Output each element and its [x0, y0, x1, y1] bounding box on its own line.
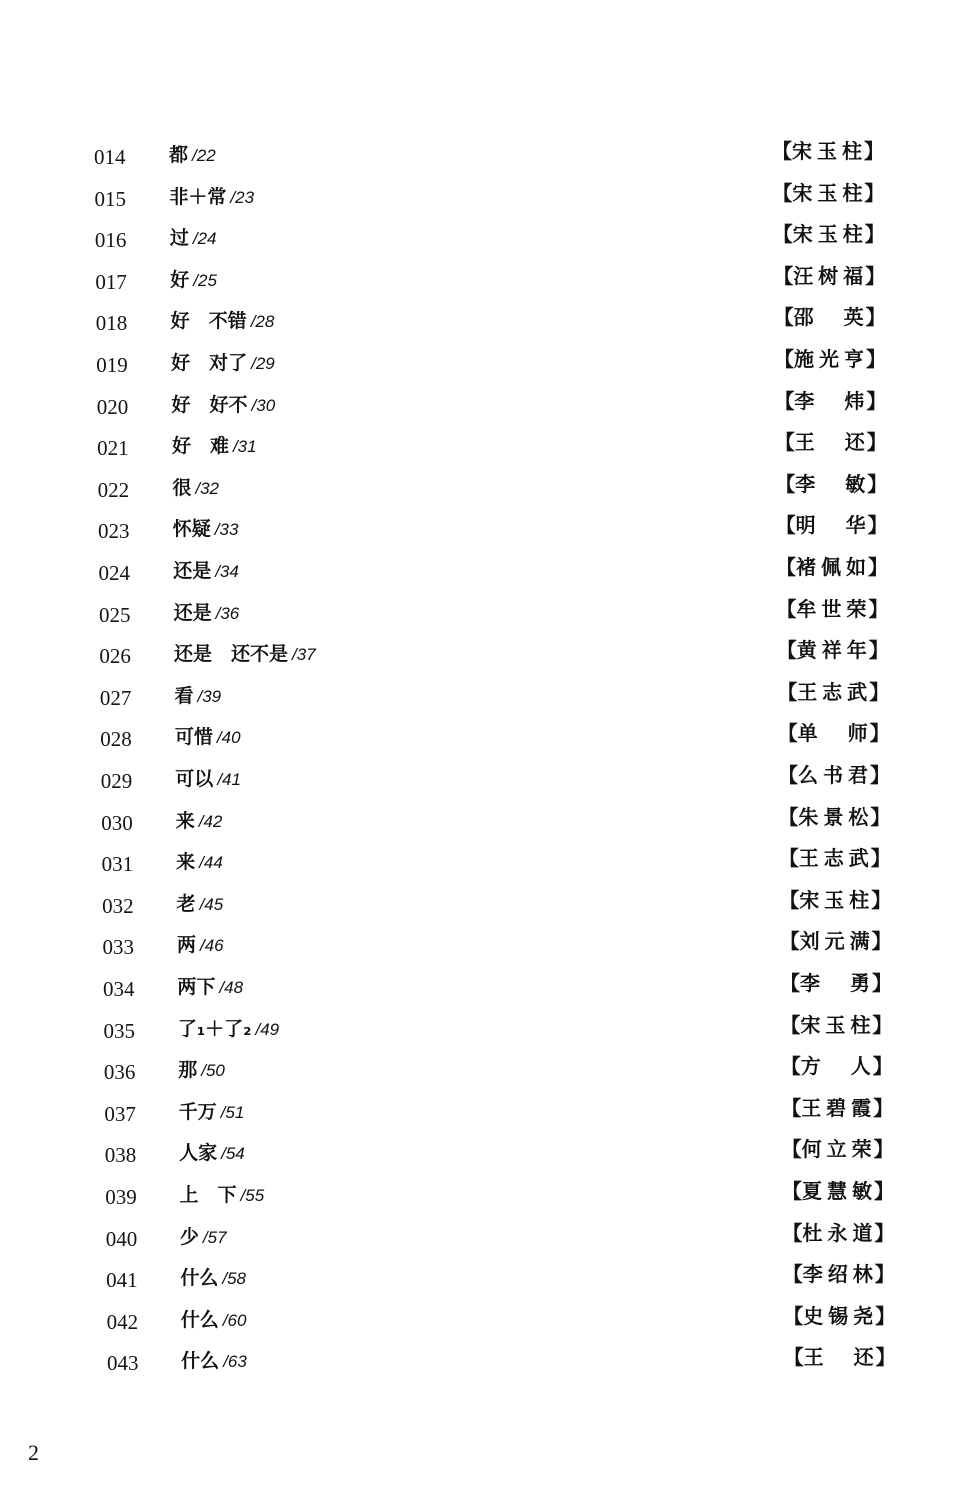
entry-title — [175, 722, 241, 753]
bracket-close: 】 — [868, 596, 889, 621]
author-name: 何立荣 — [801, 1137, 874, 1162]
entry-author — [782, 1218, 894, 1248]
toc-entry — [0, 513, 960, 556]
bracket-open: 【 — [775, 513, 796, 538]
bracket-open: 【 — [777, 721, 798, 746]
bracket-open: 【 — [774, 347, 794, 371]
author-name: 汪树福 — [793, 263, 866, 288]
entry-title — [174, 598, 240, 629]
entry-author — [776, 510, 888, 540]
entry-author — [780, 968, 892, 998]
entry-number: 016 — [94, 228, 127, 253]
entry-page-ref: /29 — [251, 354, 275, 373]
entry-number: 019 — [96, 353, 128, 377]
bracket-close: 】 — [875, 1345, 896, 1370]
entry-title-text: 好 好不 — [171, 393, 248, 416]
entry-number: 029 — [100, 769, 133, 793]
entry-title-text: 两下 — [177, 976, 216, 998]
entry-page-ref: /58 — [222, 1269, 246, 1289]
entry-page-ref: /28 — [250, 312, 275, 332]
toc-entry — [0, 679, 960, 723]
toc-entry — [0, 1303, 960, 1347]
entry-title — [177, 972, 243, 1003]
author-name: 黄祥年 — [796, 638, 869, 663]
entry-number: 036 — [103, 1060, 136, 1085]
author-name: 施光亨 — [794, 347, 866, 371]
entry-number: 033 — [102, 935, 135, 960]
entry-page-ref: /22 — [192, 146, 216, 165]
entry-number: 014 — [94, 145, 126, 169]
toc-entry — [0, 887, 960, 931]
entry-page-ref: /30 — [251, 395, 276, 415]
author-name: 夏慧敏 — [802, 1179, 874, 1203]
entry-author — [774, 344, 886, 374]
bracket-close: 】 — [874, 1262, 895, 1287]
entry-page-ref: /50 — [201, 1061, 225, 1081]
entry-title-text: 还是 还不是 — [174, 643, 289, 666]
toc-entry — [0, 721, 960, 764]
bracket-open: 【 — [779, 887, 800, 912]
toc-entry — [0, 1345, 960, 1388]
bracket-open: 【 — [776, 555, 796, 579]
entry-number: 037 — [104, 1101, 136, 1126]
bracket-close: 】 — [874, 1179, 894, 1203]
bracket-close: 】 — [873, 1095, 894, 1120]
entry-title-text: 还是 — [173, 601, 212, 624]
toc-entry — [0, 638, 960, 681]
author-name: 方 人 — [800, 1054, 873, 1079]
entry-title — [171, 306, 275, 337]
bracket-open: 【 — [782, 1262, 803, 1287]
toc-entry — [0, 763, 960, 806]
author-name: 宋玉柱 — [800, 1012, 873, 1037]
entry-author — [780, 1010, 892, 1040]
entry-number: 043 — [107, 1351, 139, 1376]
entry-title-text: 都 — [169, 144, 189, 166]
author-name: 李 炜 — [794, 388, 867, 413]
entry-page-ref: /31 — [232, 437, 257, 457]
toc-entry — [0, 139, 960, 182]
entry-author — [774, 302, 886, 332]
author-name: 王 还 — [794, 430, 867, 455]
author-name: 杜永道 — [802, 1220, 875, 1245]
bracket-open: 【 — [783, 1303, 804, 1328]
entry-title — [175, 764, 241, 795]
bracket-open: 【 — [778, 763, 798, 787]
toc-entry — [0, 263, 960, 307]
bracket-open: 【 — [780, 1012, 801, 1037]
author-name: 王 还 — [803, 1345, 876, 1370]
entry-author — [780, 926, 892, 956]
entry-page-ref: /57 — [202, 1227, 227, 1247]
entry-number: 022 — [97, 477, 130, 502]
author-name: 朱景松 — [798, 804, 871, 829]
toc-entry — [0, 430, 960, 473]
entry-title — [172, 473, 219, 504]
entry-author — [774, 386, 886, 416]
entry-title — [174, 681, 221, 712]
entry-title-text: 可惜 — [174, 726, 213, 749]
entry-author — [776, 594, 888, 624]
bracket-open: 【 — [781, 1137, 802, 1162]
entry-author — [776, 552, 888, 582]
bracket-open: 【 — [777, 679, 798, 704]
bracket-close: 】 — [870, 846, 891, 871]
author-name: 宋玉柱 — [799, 887, 872, 912]
author-name: 宋玉柱 — [792, 222, 865, 247]
bracket-close: 】 — [873, 1137, 894, 1162]
entry-title-text: 很 — [172, 476, 192, 499]
entry-number: 038 — [104, 1143, 137, 1168]
author-name: 王志武 — [798, 846, 871, 871]
entry-number: 015 — [94, 186, 126, 211]
toc-entry — [0, 1054, 960, 1097]
entry-author — [782, 1176, 894, 1206]
toc-entry — [0, 1262, 960, 1305]
entry-page-ref: /51 — [220, 1102, 245, 1122]
entry-title — [179, 1097, 245, 1128]
entry-author — [783, 1301, 895, 1331]
entry-page-ref: /32 — [195, 478, 220, 498]
bracket-open: 【 — [782, 1179, 802, 1203]
bracket-close: 】 — [872, 1054, 893, 1079]
entry-title-text: 可以 — [175, 768, 214, 790]
entry-title — [180, 1263, 246, 1294]
author-name: 李 敏 — [795, 471, 868, 496]
bracket-open: 【 — [772, 180, 793, 205]
bracket-open: 【 — [781, 1095, 802, 1120]
entry-title-text: 什么 — [181, 1350, 220, 1373]
toc-entry — [0, 1095, 960, 1139]
entry-page-ref: /48 — [219, 978, 244, 997]
entry-page-ref: /54 — [221, 1144, 245, 1164]
bracket-close: 】 — [871, 887, 892, 912]
bracket-close: 】 — [867, 513, 888, 538]
entry-title-text: 人家 — [179, 1142, 218, 1165]
entry-author — [777, 635, 889, 665]
entry-title — [180, 1180, 265, 1211]
entry-number: 027 — [99, 685, 132, 710]
bracket-close: 】 — [875, 1303, 896, 1328]
bracket-close: 】 — [866, 388, 887, 413]
bracket-close: 】 — [865, 305, 886, 330]
entry-page-ref: /40 — [216, 728, 241, 748]
bracket-close: 】 — [866, 347, 886, 371]
entry-author — [782, 1134, 894, 1164]
author-name: 褚佩如 — [796, 555, 868, 579]
toc-entry — [0, 305, 960, 348]
author-name: 宋玉柱 — [792, 180, 865, 205]
entry-page-ref: /41 — [217, 770, 241, 789]
entry-title — [178, 1014, 279, 1045]
entry-number: 018 — [95, 311, 128, 336]
entry-author — [779, 885, 891, 915]
author-name: 李绍林 — [802, 1262, 875, 1287]
entry-title — [176, 847, 223, 878]
entry-title — [181, 1346, 247, 1377]
entry-title — [181, 1305, 247, 1336]
entry-number: 030 — [101, 810, 133, 835]
entry-author — [772, 136, 884, 166]
entry-number: 031 — [101, 852, 134, 877]
entry-title-text: 来 — [175, 809, 195, 832]
author-name: 么书君 — [798, 763, 870, 787]
bracket-close: 】 — [867, 471, 888, 496]
bracket-open: 【 — [772, 139, 792, 163]
entry-number: 041 — [106, 1268, 138, 1293]
entry-number: 039 — [105, 1185, 137, 1209]
entry-author — [778, 760, 890, 790]
entry-title — [176, 806, 223, 837]
bracket-open: 【 — [778, 846, 799, 871]
bracket-open: 【 — [773, 305, 794, 330]
entry-title-text: 非＋常 — [169, 185, 227, 208]
bracket-open: 【 — [776, 638, 797, 663]
entry-title-text: 过 — [169, 227, 189, 250]
entry-title — [177, 889, 224, 920]
entry-title — [171, 348, 275, 379]
author-name: 明 华 — [795, 513, 868, 538]
bracket-close: 】 — [872, 971, 892, 995]
entry-title-text: 了₁＋了₂ — [177, 1017, 252, 1040]
entry-author — [773, 219, 885, 249]
entry-author — [784, 1342, 896, 1372]
toc-entry — [0, 388, 960, 432]
bracket-open: 【 — [772, 222, 793, 247]
entry-title — [169, 182, 254, 213]
author-name: 刘元满 — [799, 929, 872, 954]
bracket-close: 】 — [869, 679, 890, 704]
entry-title — [173, 556, 239, 587]
bracket-close: 】 — [870, 804, 891, 829]
entry-page-ref: /23 — [230, 187, 255, 207]
bracket-close: 】 — [868, 638, 889, 663]
entry-number: 025 — [98, 602, 131, 627]
bracket-open: 【 — [775, 471, 796, 496]
entry-page-ref: /25 — [193, 270, 217, 290]
page-number: 2 — [28, 1440, 39, 1465]
entry-title — [173, 514, 239, 545]
bracket-close: 】 — [869, 721, 890, 746]
entry-title — [174, 639, 316, 670]
toc-entry — [0, 1179, 960, 1222]
bracket-close: 】 — [865, 263, 886, 288]
bracket-open: 【 — [779, 929, 800, 954]
toc-entry — [0, 846, 960, 889]
entry-author — [775, 427, 887, 457]
entry-author — [778, 802, 890, 832]
entry-title-text: 千万 — [178, 1100, 217, 1123]
entry-title-text: 好 难 — [171, 435, 229, 458]
entry-title — [179, 1138, 245, 1169]
entry-author — [775, 469, 887, 499]
bracket-open: 【 — [773, 263, 794, 288]
toc-entry — [0, 347, 960, 390]
entry-author — [783, 1259, 895, 1289]
entry-number: 040 — [105, 1226, 138, 1251]
author-name: 牟世荣 — [796, 596, 869, 621]
entry-page-ref: /42 — [198, 811, 223, 831]
entry-number: 028 — [100, 727, 132, 752]
entry-title-text: 好 — [170, 268, 190, 291]
toc-entry — [0, 804, 960, 848]
entry-page-ref: /33 — [214, 520, 239, 540]
entry-page-ref: /55 — [240, 1186, 265, 1205]
bracket-close: 】 — [864, 180, 885, 205]
entry-title — [172, 390, 276, 421]
bracket-close: 】 — [874, 1220, 895, 1245]
bracket-open: 【 — [774, 430, 795, 455]
entry-title — [177, 930, 224, 961]
author-name: 邵 英 — [793, 305, 866, 330]
entry-title-text: 怀疑 — [172, 518, 211, 541]
bracket-open: 【 — [778, 804, 799, 829]
author-name: 王志武 — [797, 679, 870, 704]
entry-number: 042 — [106, 1309, 139, 1334]
bracket-close: 】 — [870, 763, 890, 787]
author-name: 史锡尧 — [803, 1303, 876, 1328]
toc-entry — [0, 1012, 960, 1056]
toc-entry — [0, 1137, 960, 1180]
toc-entry — [0, 971, 960, 1014]
entry-page-ref: /63 — [223, 1352, 247, 1372]
entry-title — [178, 1055, 225, 1086]
toc-entry — [0, 222, 960, 265]
entry-page-ref: /60 — [222, 1310, 247, 1330]
entry-author — [781, 1051, 893, 1081]
author-name: 李 勇 — [800, 971, 872, 995]
entry-number: 035 — [103, 1018, 135, 1043]
entry-title-text: 来 — [176, 851, 196, 874]
entry-title-text: 老 — [176, 892, 196, 915]
entry-title-text: 两 — [176, 934, 196, 957]
entry-author — [777, 677, 889, 707]
entry-number: 017 — [95, 269, 127, 294]
entry-page-ref: /39 — [197, 686, 222, 706]
toc-entry — [0, 929, 960, 972]
bracket-close: 】 — [864, 139, 884, 163]
author-name: 王碧霞 — [801, 1095, 874, 1120]
toc-entry — [0, 180, 960, 224]
entry-title-text: 什么 — [180, 1308, 219, 1331]
entry-author — [781, 1093, 893, 1123]
bracket-open: 【 — [783, 1345, 804, 1370]
entry-title-text: 好 不错 — [170, 310, 247, 333]
entry-title-text: 好 对了 — [171, 352, 248, 374]
entry-page-ref: /37 — [292, 645, 316, 665]
entry-number: 024 — [98, 561, 130, 585]
entry-author — [772, 178, 884, 208]
bracket-close: 】 — [864, 222, 885, 247]
entry-page-ref: /45 — [199, 894, 224, 914]
entry-number: 023 — [98, 519, 130, 544]
entry-title-text: 那 — [178, 1059, 198, 1082]
entry-title — [172, 431, 257, 462]
entry-page-ref: /34 — [215, 562, 239, 581]
entry-title — [169, 140, 216, 171]
bracket-open: 【 — [780, 1054, 801, 1079]
toc-entry — [0, 596, 960, 640]
entry-number: 020 — [96, 394, 129, 419]
entry-title — [180, 1222, 227, 1253]
entry-number: 026 — [99, 644, 131, 669]
toc-entry — [0, 1220, 960, 1264]
author-name: 宋玉柱 — [792, 139, 864, 163]
author-name: 单 师 — [797, 721, 870, 746]
entry-title — [170, 223, 217, 254]
bracket-open: 【 — [782, 1220, 803, 1245]
entry-page-ref: /44 — [199, 853, 223, 873]
entry-number: 021 — [97, 436, 129, 461]
entry-title-text: 上 下 — [179, 1184, 237, 1206]
entry-number: 034 — [103, 977, 135, 1001]
entry-author — [778, 718, 890, 748]
entry-page-ref: /24 — [192, 229, 217, 249]
bracket-open: 【 — [780, 971, 800, 995]
bracket-close: 】 — [871, 929, 892, 954]
entry-page-ref: /49 — [255, 1019, 280, 1039]
entry-author — [779, 843, 891, 873]
entry-page-ref: /36 — [215, 603, 240, 623]
entry-page-ref: /46 — [199, 936, 224, 956]
bracket-close: 】 — [872, 1012, 893, 1037]
entry-title — [170, 265, 217, 296]
entry-title-text: 看 — [174, 684, 194, 707]
entry-number: 032 — [102, 893, 134, 918]
entry-title-text: 什么 — [180, 1267, 219, 1290]
bracket-close: 】 — [868, 555, 888, 579]
toc-entry — [0, 555, 960, 598]
entry-title-text: 还是 — [173, 560, 212, 582]
bracket-open: 【 — [774, 388, 795, 413]
toc-entry — [0, 471, 960, 515]
bracket-close: 】 — [866, 430, 887, 455]
entry-author — [773, 261, 885, 291]
entry-title-text: 少 — [179, 1225, 199, 1248]
bracket-open: 【 — [776, 596, 797, 621]
